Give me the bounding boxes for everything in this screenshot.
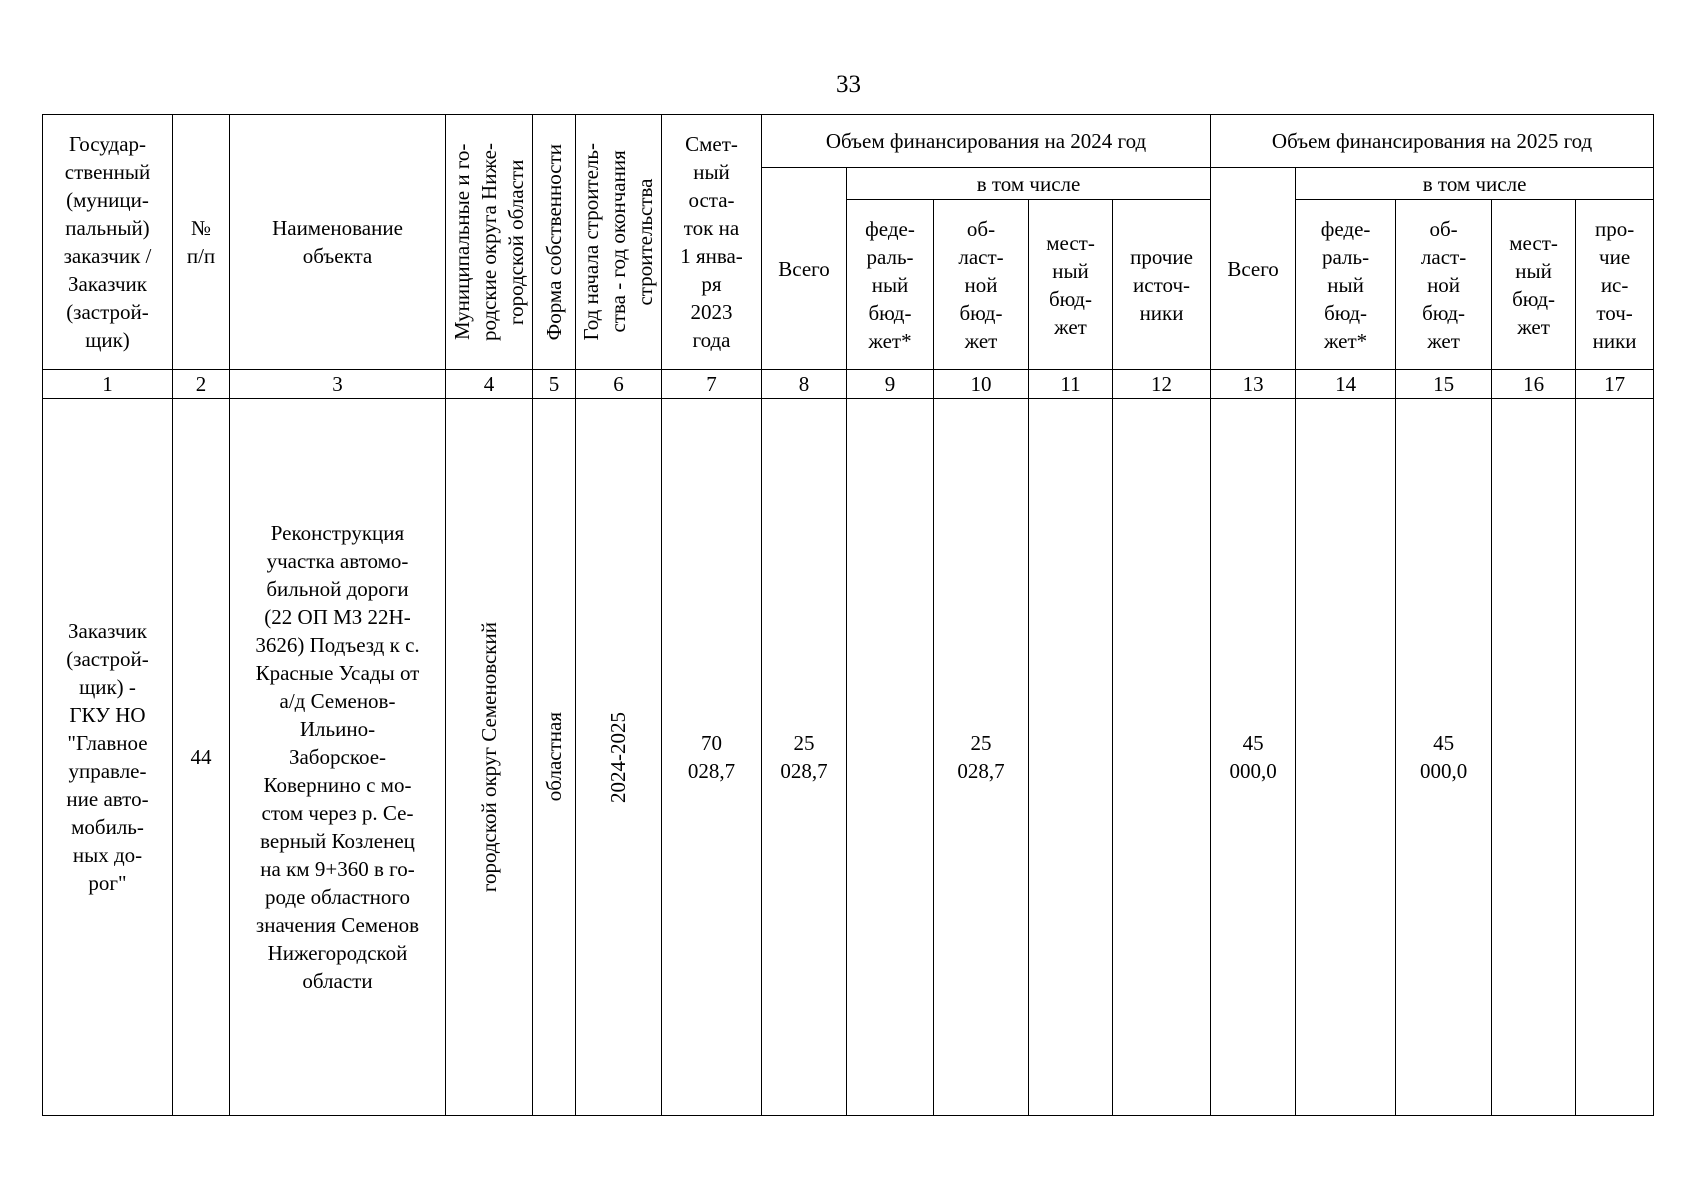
financing-table — [42, 114, 1654, 1116]
column-number: 5 — [533, 370, 576, 399]
header-other-2025: про- чие ис- точ- ники — [1576, 200, 1654, 370]
column-number: 14 — [1296, 370, 1396, 399]
cell-other-2024 — [1113, 399, 1211, 1116]
header-other-2024: прочие источ- ники — [1113, 200, 1211, 370]
header-object-name: Наименование объекта — [230, 115, 446, 370]
column-number: 1 — [43, 370, 173, 399]
cell-object-name: Реконструкция участка автомо- бильной дороги (22 ОП МЗ 22Н- 3626) Подъезд к с. Красные Усады от а/д Семенов- Ильино- Заборское- Ковернино с мо- стом через р. Се- верный Козленец на км 9+360 в го- роде областного значения Семенов Нижегородской области — [230, 399, 446, 1116]
header-customer: Государ- ственный (муници- пальный) заказчик / Заказчик (застрой- щик) — [43, 115, 173, 370]
column-number: 8 — [762, 370, 847, 399]
column-number: 11 — [1029, 370, 1113, 399]
table-row — [43, 399, 1654, 1116]
header-total-2024: Всего — [762, 168, 847, 370]
cell-federal-2025 — [1296, 399, 1396, 1116]
column-number: 3 — [230, 370, 446, 399]
column-number: 2 — [173, 370, 230, 399]
cell-construction-years: 2024-2025 — [576, 399, 662, 1116]
header-including-2024: в том числе — [847, 168, 1211, 200]
cell-other-2025 — [1576, 399, 1654, 1116]
column-number: 15 — [1396, 370, 1492, 399]
header-regional-2024: об- ласт- ной бюд- жет — [934, 200, 1029, 370]
cell-row-number: 44 — [173, 399, 230, 1116]
header-total-2025: Всего — [1211, 168, 1296, 370]
cell-customer: Заказчик (застрой- щик) - ГКУ НО "Главное управле- ние авто- мобиль- ных до- рог" — [43, 399, 173, 1116]
column-number: 6 — [576, 370, 662, 399]
header-local-2024: мест- ный бюд- жет — [1029, 200, 1113, 370]
header-federal-2024: феде- раль- ный бюд- жет* — [847, 200, 934, 370]
column-number: 16 — [1492, 370, 1576, 399]
header-ownership: Форма собственности — [533, 115, 576, 370]
column-number: 9 — [847, 370, 934, 399]
cell-regional-2025: 45 000,0 — [1396, 399, 1492, 1116]
column-number: 13 — [1211, 370, 1296, 399]
header-municipality: Муниципальные и го- родские округа Ниже- городской области — [446, 115, 533, 370]
header-construction-years: Год начала строитель- ства - год окончания строительства — [576, 115, 662, 370]
header-row-number: № п/п — [173, 115, 230, 370]
column-number: 12 — [1113, 370, 1211, 399]
column-number: 7 — [662, 370, 762, 399]
column-number: 10 — [934, 370, 1029, 399]
cell-federal-2024 — [847, 399, 934, 1116]
cell-total-2024: 25 028,7 — [762, 399, 847, 1116]
header-financing-2024: Объем финансирования на 2024 год — [762, 115, 1211, 168]
column-number-row — [43, 370, 1654, 399]
header-including-2025: в том числе — [1296, 168, 1654, 200]
column-number: 4 — [446, 370, 533, 399]
cell-local-2025 — [1492, 399, 1576, 1116]
column-number: 17 — [1576, 370, 1654, 399]
header-regional-2025: об- ласт- ной бюд- жет — [1396, 200, 1492, 370]
cell-total-2025: 45 000,0 — [1211, 399, 1296, 1116]
cell-regional-2024: 25 028,7 — [934, 399, 1029, 1116]
header-estimate-balance: Смет- ный оста- ток на 1 янва- ря 2023 года — [662, 115, 762, 370]
header-row-1 — [43, 115, 1654, 168]
page-number: 33 — [836, 71, 861, 98]
header-financing-2025: Объем финансирования на 2025 год — [1211, 115, 1654, 168]
cell-municipality: городской округ Семеновский — [446, 399, 533, 1116]
cell-ownership: областная — [533, 399, 576, 1116]
header-local-2025: мест- ный бюд- жет — [1492, 200, 1576, 370]
header-federal-2025: феде- раль- ный бюд- жет* — [1296, 200, 1396, 370]
cell-estimate-balance: 70 028,7 — [662, 399, 762, 1116]
cell-local-2024 — [1029, 399, 1113, 1116]
